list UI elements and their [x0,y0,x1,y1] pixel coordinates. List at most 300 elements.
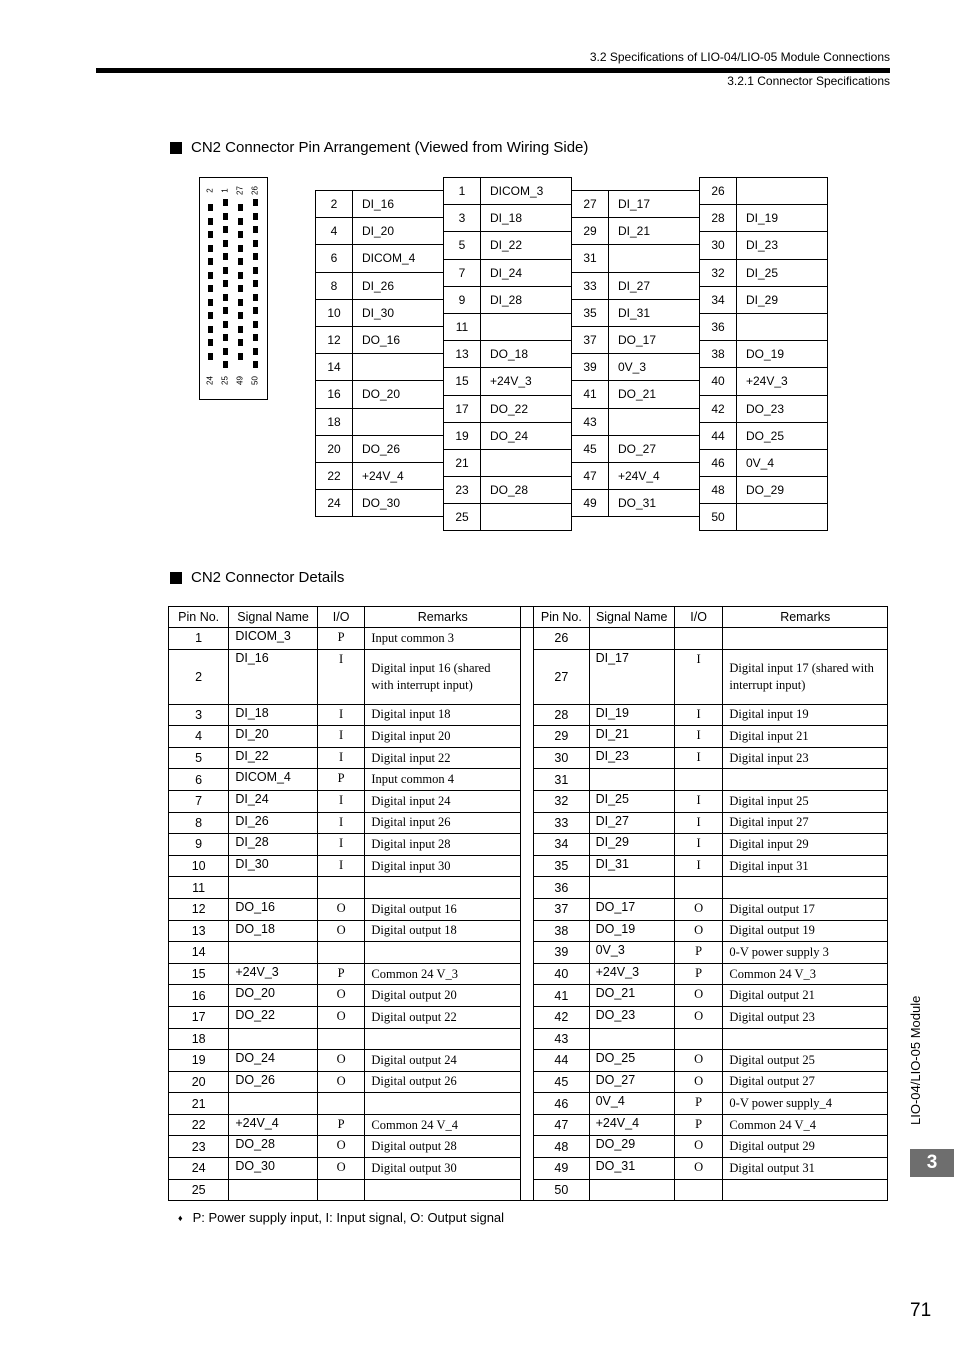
pin-row [572,218,700,245]
pin-signal [481,449,572,476]
pin-number: 21 [444,449,481,476]
connector-pin [238,272,243,279]
connector-pin [253,348,258,355]
pin-number: 38 [700,341,737,368]
pin-number: 35 [534,855,589,877]
connector-pin-label: 24 [205,376,215,385]
pin-number: 41 [534,985,589,1007]
remarks [723,1179,888,1201]
io-type: I [674,649,723,704]
signal-name: DI_24 [229,790,318,812]
connector-pin [223,294,228,301]
pin-signal: DI_28 [481,286,572,313]
io-type: I [317,704,365,726]
connector-pin [208,339,213,346]
signal-name: DO_30 [229,1158,318,1180]
connector-pin [208,272,213,279]
pin-signal: DI_23 [737,232,828,259]
pin-number: 23 [169,1136,229,1158]
table-row [169,628,888,650]
remarks: Common 24 V_4 [365,1114,521,1136]
pin-number: 27 [572,191,609,218]
diamond-bullet-icon: ♦ [178,1213,183,1223]
column-gap [521,834,534,856]
pin-column-odd-left [443,177,572,531]
io-type: I [317,812,365,834]
column-gap [521,704,534,726]
pin-number: 42 [700,395,737,422]
column-gap [521,1050,534,1072]
signal-name: DI_16 [229,649,318,704]
io-type: I [674,704,723,726]
connector-details-table [168,606,888,1201]
pin-signal: DI_16 [353,191,444,218]
pin-row [572,490,700,517]
pin-signal: DO_28 [481,477,572,504]
pin-number: 22 [169,1114,229,1136]
pin-signal: DO_24 [481,422,572,449]
pin-number: 27 [534,649,589,704]
connector-pin [253,253,258,260]
connector-pin [238,339,243,346]
column-gap [521,628,534,650]
column-gap [521,1093,534,1115]
pin-number: 4 [316,218,353,245]
column-gap [521,1114,534,1136]
connector-pin [238,258,243,265]
remarks: Digital output 16 [365,898,521,920]
pin-row [700,449,828,476]
pin-number: 2 [316,191,353,218]
pin-row [700,178,828,205]
table-row [169,649,888,704]
pin-signal: DO_31 [609,490,700,517]
pin-no-header: Pin No. [169,607,229,628]
pin-number: 6 [316,245,353,272]
remarks: Digital output 26 [365,1071,521,1093]
connector-pin [238,218,243,225]
column-gap [521,877,534,899]
pin-number: 41 [572,381,609,408]
pin-row [444,232,572,259]
connector-pin [208,299,213,306]
signal-name: DI_18 [229,704,318,726]
io-header: I/O [674,607,723,628]
io-type: O [317,920,365,942]
remarks: Digital input 17 (shared with interrupt input) [723,649,888,704]
pin-row [700,477,828,504]
pin-number: 3 [444,205,481,232]
pin-number: 6 [169,769,229,791]
pin-no-header: Pin No. [534,607,589,628]
remarks: Digital input 30 [365,855,521,877]
pin-signal [737,313,828,340]
table-row [169,747,888,769]
pin-signal: 0V_3 [609,354,700,381]
pin-number: 49 [534,1158,589,1180]
signal-name: DO_23 [589,1006,674,1028]
pin-signal: DO_20 [353,381,444,408]
pin-signal: DI_26 [353,272,444,299]
remarks: Digital input 31 [723,855,888,877]
connector-pin [208,204,213,211]
pin-signal: DO_25 [737,422,828,449]
signal-name [589,769,674,791]
remarks: Digital input 28 [365,834,521,856]
column-gap [521,747,534,769]
pin-number: 23 [444,477,481,504]
pin-row [444,205,572,232]
io-type: O [674,1136,723,1158]
pin-row [572,326,700,353]
connector-pin [238,245,243,252]
table-row [169,834,888,856]
pin-row [700,259,828,286]
connector-pin [223,240,228,247]
remarks: Digital output 22 [365,1006,521,1028]
pin-signal: DO_30 [353,490,444,517]
io-type: O [674,1050,723,1072]
pin-number: 30 [700,232,737,259]
pin-number: 29 [572,218,609,245]
remarks: Input common 3 [365,628,521,650]
signal-name: DO_19 [589,920,674,942]
pin-number: 40 [700,368,737,395]
pin-row [316,326,444,353]
remarks: Common 24 V_3 [365,963,521,985]
signal-name: DI_28 [229,834,318,856]
connector-pin [208,231,213,238]
pin-row [316,435,444,462]
table-row [169,726,888,748]
signal-name: DI_29 [589,834,674,856]
pin-number: 38 [534,920,589,942]
pin-signal [737,504,828,531]
header-section: 3.2 Specifications of LIO-04/LIO-05 Module Connections [589,50,890,64]
pin-number: 37 [572,326,609,353]
pin-signal: DI_21 [609,218,700,245]
pin-number: 45 [534,1071,589,1093]
pin-number: 15 [444,368,481,395]
pin-number: 15 [169,963,229,985]
pin-row [444,341,572,368]
pin-signal: DO_26 [353,435,444,462]
signal-name: DO_29 [589,1136,674,1158]
io-type: O [674,898,723,920]
pin-signal: DICOM_4 [353,245,444,272]
pin-signal: DI_24 [481,259,572,286]
connector-diagram [199,177,268,400]
io-type: O [674,985,723,1007]
remarks [723,877,888,899]
remarks: Digital output 21 [723,985,888,1007]
table-row [169,942,888,964]
table-row [169,898,888,920]
connector-pin [208,285,213,292]
pin-signal: DI_17 [609,191,700,218]
pin-row [444,477,572,504]
table-row [169,963,888,985]
pin-signal: +24V_3 [737,368,828,395]
io-type: P [674,963,723,985]
pin-signal: DI_19 [737,205,828,232]
pin-row [316,272,444,299]
pin-number: 48 [700,477,737,504]
signal-name: DO_20 [229,985,318,1007]
pin-row [316,381,444,408]
pin-row [444,313,572,340]
pin-row [700,313,828,340]
connector-pin [223,361,228,368]
connector-pin [253,240,258,247]
column-gap [521,769,534,791]
remarks: 0-V power supply_4 [723,1093,888,1115]
pin-number: 47 [572,462,609,489]
details-heading [170,569,344,586]
table-row [169,1028,888,1050]
pin-signal: DI_22 [481,232,572,259]
side-label: LIO-04/LIO-05 Module [908,995,923,1125]
pin-number: 36 [700,313,737,340]
pin-number: 1 [169,628,229,650]
remarks: Digital output 30 [365,1158,521,1180]
io-type: O [674,920,723,942]
pin-number: 34 [700,286,737,313]
pin-number: 8 [169,812,229,834]
io-type: I [674,834,723,856]
pin-number: 19 [444,422,481,449]
remarks: Digital output 20 [365,985,521,1007]
remarks: Digital input 18 [365,704,521,726]
connector-pin-label: 26 [250,186,260,195]
pin-row [444,449,572,476]
pin-number: 39 [572,354,609,381]
pin-number: 5 [444,232,481,259]
pin-signal [609,245,700,272]
remarks: Digital output 19 [723,920,888,942]
pin-number: 2 [169,649,229,704]
connector-pin [223,307,228,314]
pin-row [316,245,444,272]
io-header: I/O [317,607,365,628]
pin-number: 18 [169,1028,229,1050]
pin-row [700,286,828,313]
remarks: Digital output 28 [365,1136,521,1158]
pin-number: 31 [534,769,589,791]
remarks: Digital input 29 [723,834,888,856]
pin-number: 7 [444,259,481,286]
pin-row [316,408,444,435]
pin-number: 46 [534,1093,589,1115]
signal-name [229,942,318,964]
pin-number: 5 [169,747,229,769]
table-row [169,790,888,812]
io-type: P [317,628,365,650]
remarks [365,942,521,964]
pin-number: 46 [700,449,737,476]
remarks: Digital input 26 [365,812,521,834]
remarks [723,628,888,650]
signal-name: DO_16 [229,898,318,920]
signal-name: DI_27 [589,812,674,834]
pin-number: 17 [444,395,481,422]
io-type: I [674,855,723,877]
pin-number: 31 [572,245,609,272]
pin-number: 40 [534,963,589,985]
pin-number: 10 [316,299,353,326]
io-type: I [317,834,365,856]
pin-number: 14 [169,942,229,964]
pin-row [572,354,700,381]
signal-name [229,1093,318,1115]
column-gap [521,985,534,1007]
signal-name: 0V_3 [589,942,674,964]
io-type [674,1179,723,1201]
io-type [317,1028,365,1050]
connector-pin [238,285,243,292]
table-row [169,812,888,834]
signal-name: DI_26 [229,812,318,834]
column-gap [521,942,534,964]
pin-signal: DI_31 [609,299,700,326]
connector-pin [223,267,228,274]
io-type: O [317,1158,365,1180]
signal-name: DO_17 [589,898,674,920]
signal-name: DO_18 [229,920,318,942]
connector-pin [253,294,258,301]
pin-number: 37 [534,898,589,920]
pin-number: 30 [534,747,589,769]
column-gap [521,1071,534,1093]
signal-name: +24V_3 [589,963,674,985]
table-row [169,704,888,726]
pin-signal: DI_29 [737,286,828,313]
pin-column-even-left [315,190,444,517]
pin-signal [481,313,572,340]
table-row [169,877,888,899]
remarks: Digital output 17 [723,898,888,920]
column-gap [521,1179,534,1201]
io-type [674,628,723,650]
io-type: I [317,726,365,748]
pin-number: 4 [169,726,229,748]
io-type: P [317,963,365,985]
pin-signal: DI_30 [353,299,444,326]
signal-name: DI_25 [589,790,674,812]
remarks: Digital output 18 [365,920,521,942]
pin-number: 26 [534,628,589,650]
remarks: Digital output 23 [723,1006,888,1028]
connector-pin-label: 50 [250,376,260,385]
table-row [169,769,888,791]
io-type: P [674,1093,723,1115]
connector-pin-label: 25 [220,376,230,385]
pin-number: 16 [316,381,353,408]
column-gap [521,649,534,704]
remarks: Common 24 V_4 [723,1114,888,1136]
pin-number: 19 [169,1050,229,1072]
signal-name [229,1028,318,1050]
signal-name: DICOM_3 [229,628,318,650]
connector-pin [253,226,258,233]
arrangement-heading [170,139,588,156]
pin-row [444,259,572,286]
remarks: Digital input 16 (shared with interrupt input) [365,649,521,704]
io-type: O [674,1006,723,1028]
pin-number: 43 [572,408,609,435]
pin-row [700,504,828,531]
connector-pin [238,326,243,333]
pin-row [572,299,700,326]
remarks: Digital output 31 [723,1158,888,1180]
signal-name: DI_19 [589,704,674,726]
io-type: I [674,726,723,748]
pin-signal: +24V_4 [609,462,700,489]
io-type: O [674,1158,723,1180]
pin-number: 25 [444,504,481,531]
pin-row [316,191,444,218]
pin-number: 39 [534,942,589,964]
io-type [317,877,365,899]
signal-name: DI_17 [589,649,674,704]
connector-pin [223,334,228,341]
pin-number: 9 [444,286,481,313]
pin-row [444,422,572,449]
arrangement-title: CN2 Connector Pin Arrangement (Viewed from Wiring Side) [191,139,589,156]
table-row [169,1179,888,1201]
remarks: Digital input 27 [723,812,888,834]
footnote [178,1210,504,1225]
io-type: I [317,855,365,877]
pin-row [444,395,572,422]
page-number: 71 [910,1300,932,1321]
pin-number: 10 [169,855,229,877]
table-row [169,855,888,877]
connector-pin-label: 49 [235,376,245,385]
pin-number: 12 [169,898,229,920]
column-gap [521,607,534,628]
connector-pin-label: 1 [220,188,230,193]
pin-row [444,178,572,205]
connector-pin [223,321,228,328]
pin-signal: DI_27 [609,272,700,299]
connector-pin [208,353,213,360]
io-type [674,1028,723,1050]
remarks: Digital input 25 [723,790,888,812]
pin-number: 8 [316,272,353,299]
pin-row [444,504,572,531]
remarks [365,1179,521,1201]
table-row [169,1050,888,1072]
signal-name: +24V_4 [229,1114,318,1136]
remarks [365,1093,521,1115]
pin-row [316,462,444,489]
pin-number: 14 [316,354,353,381]
remarks: Input common 4 [365,769,521,791]
pin-number: 17 [169,1006,229,1028]
pin-number: 28 [534,704,589,726]
signal-name [589,877,674,899]
pin-number: 49 [572,490,609,517]
remarks: Digital input 23 [723,747,888,769]
signal-name [589,1028,674,1050]
connector-pin [223,253,228,260]
pin-signal: DO_19 [737,341,828,368]
pin-number: 22 [316,462,353,489]
pin-signal [609,408,700,435]
pin-row [700,341,828,368]
pin-number: 44 [700,422,737,449]
